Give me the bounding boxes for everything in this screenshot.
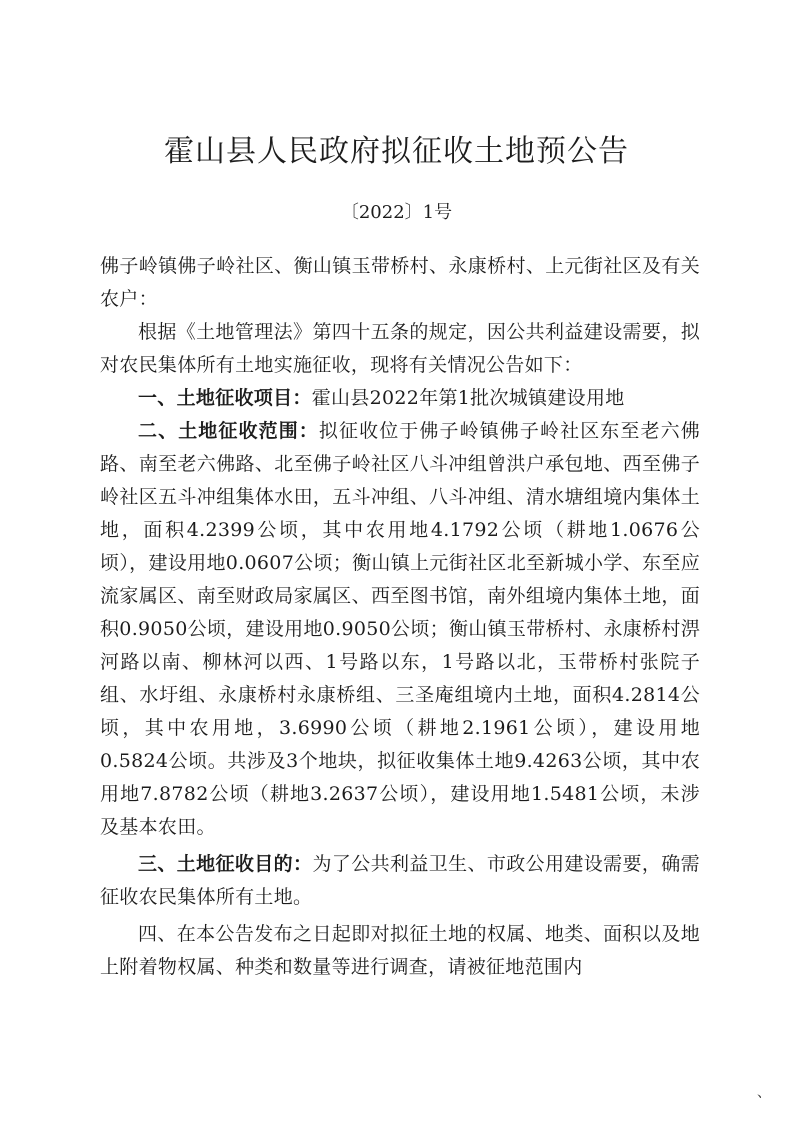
- section-1-heading: 一、土地征收项目：: [138, 387, 312, 409]
- section-3-text: 为了公共利益卫生、市政公用建设需要，确需征收农民集体所有土地。: [100, 853, 700, 908]
- section-3-heading: 三、土地征收目的：: [138, 853, 313, 875]
- corner-mark: 、: [757, 1085, 771, 1101]
- intro-paragraph: 根据《土地管理法》第四十五条的规定，因公共利益建设需要，拟对农民集体所有土地实施征收，现将有关情况公告如下：: [100, 321, 700, 376]
- section-1-text: 霍山县2022年第1批次城镇建设用地: [311, 387, 625, 409]
- addressee: 佛子岭镇佛子岭社区、衡山镇玉带桥村、永康桥村、上元街社区及有关农户：: [100, 255, 700, 310]
- section-2-text: 拟征收位于佛子岭镇佛子岭社区东至老六佛路、南至老六佛路、北至佛子岭社区八斗冲组曾洪户承包地、西至佛子岭社区五斗冲组集体水田，五斗冲组、八斗冲组、清水塘组境内集体土地，面积4.2399公顷，其中农用地4.1792公顷（耕地1.0676公顷），建设用地0.0607公顷；衡山镇上元街社区北至新城小学、东至应流家属区、南至财政局家属区、西至图书馆，南外组境内集体土地，面积0.9050公顷，建设用地0.9050公顷；衡山镇玉带桥村、永康桥村淠河路以南、柳林河以西、1号路以东，1号路以北，玉带桥村张院子组、水圩组、永康桥村永康桥组、三圣庵组境内土地，面积4.2814公顷，其中农用地，3.6990公顷（耕地2.1961公顷），建设用地0.5824公顷。共涉及3个地块，拟征收集体土地9.4263公顷，其中农用地7.8782公顷（耕地3.2637公顷），建设用地1.5481公顷，未涉及基本农田。: [100, 420, 701, 838]
- section-2-heading: 二、土地征收范围：: [138, 420, 319, 442]
- document-title: 霍山县人民政府拟征收土地预公告: [164, 134, 629, 169]
- section-1: [100, 382, 700, 415]
- section-4-text: 四、在本公告发布之日起即对拟征土地的权属、地类、面积以及地上附着物权属、种类和数量等进行调查，请被征地范围内: [100, 923, 700, 978]
- document-body: [100, 250, 700, 984]
- section-2: [100, 415, 700, 844]
- section-4: [100, 918, 700, 984]
- document-number: 〔2022〕1号: [340, 202, 453, 223]
- section-3: [100, 848, 700, 914]
